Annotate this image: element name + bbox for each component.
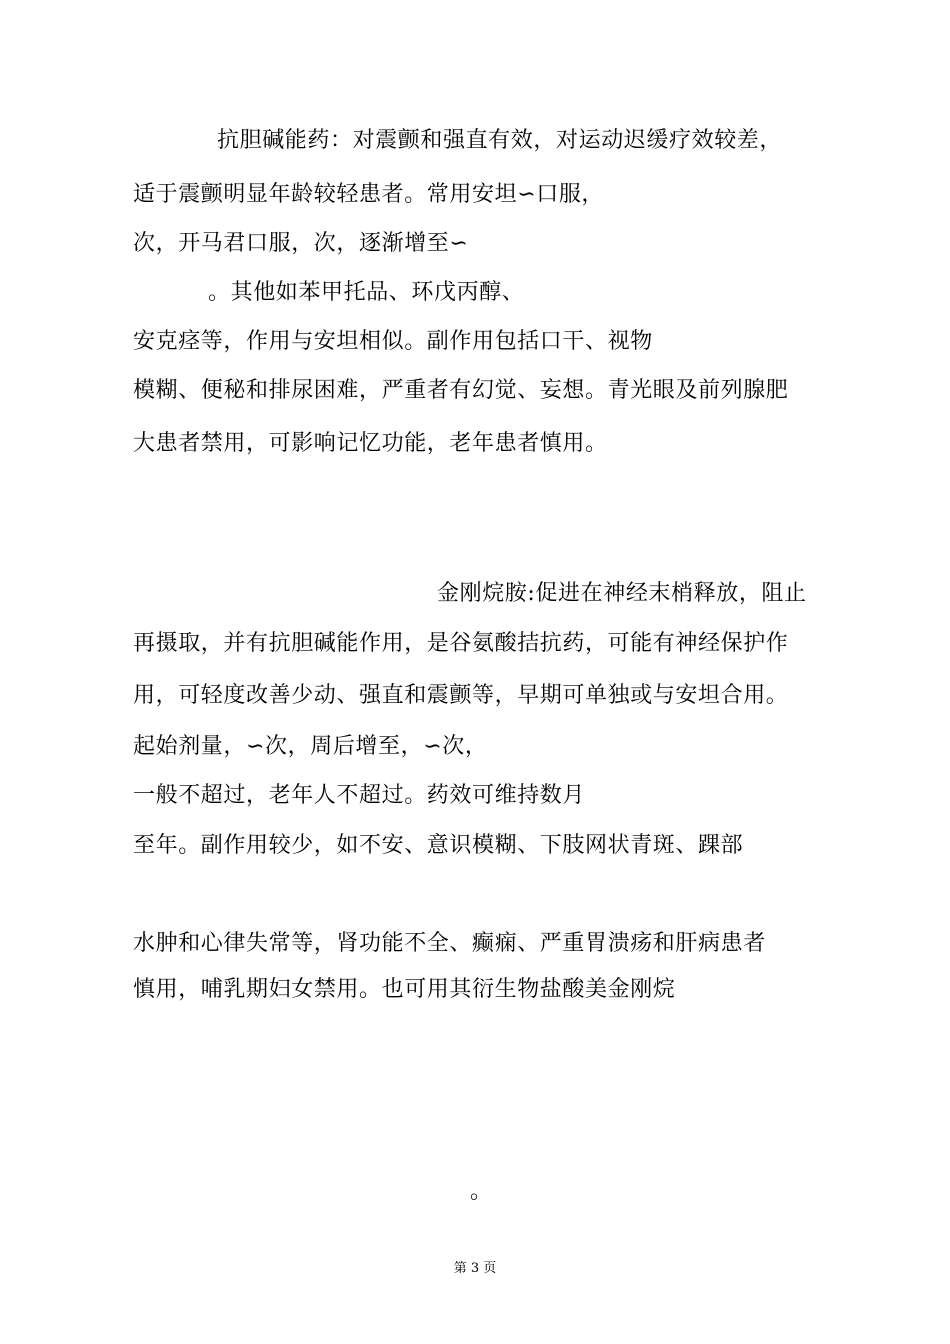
page-number: 第 3 页: [453, 1261, 497, 1276]
text-line: 次，开马君口服，次，逐渐增至∽: [133, 231, 469, 256]
text-line: 再摄取，并有抗胆碱能作用，是谷氨酸拮抗药，可能有神经保护作: [133, 631, 789, 656]
text-line: 慎用，哺乳期妇女禁用。也可用其衍生物盐酸美金刚烷: [133, 977, 676, 1002]
text-line: 抗胆碱能药：对震颤和强直有效，对运动迟缓疗效较差，: [217, 128, 783, 153]
text-line: 金刚烷胺:促进在神经末梢释放，阻止: [437, 581, 807, 606]
text-line: 。: [470, 1179, 493, 1204]
text-line: 。其他如苯甲托品、环戊丙醇、: [208, 280, 525, 305]
text-line: 起始剂量，∽次，周后增至，∽次，: [133, 734, 488, 759]
text-line: 一般不超过，老年人不超过。药效可维持数月: [133, 783, 586, 808]
text-line: 大患者禁用，可影响记忆功能，老年患者慎用。: [133, 431, 608, 456]
text-line: 用，可轻度改善少动、强直和震颤等，早期可单独或与安坦合用。: [133, 683, 789, 708]
text-line: 至年。副作用较少，如不安、意识模糊、下肢网状青斑、踝部: [133, 833, 744, 858]
text-line: 模糊、便秘和排尿困难，严重者有幻觉、妄想。青光眼及前列腺肥: [133, 378, 789, 403]
text-line: 适于震颤明显年龄较轻患者。常用安坦∽口服，: [133, 182, 605, 207]
text-line: 安克痉等，作用与安坦相似。副作用包括口干、视物: [133, 329, 653, 354]
text-line: 水肿和心律失常等，肾功能不全、癫痫、严重胃溃疡和肝病患者: [133, 931, 766, 956]
